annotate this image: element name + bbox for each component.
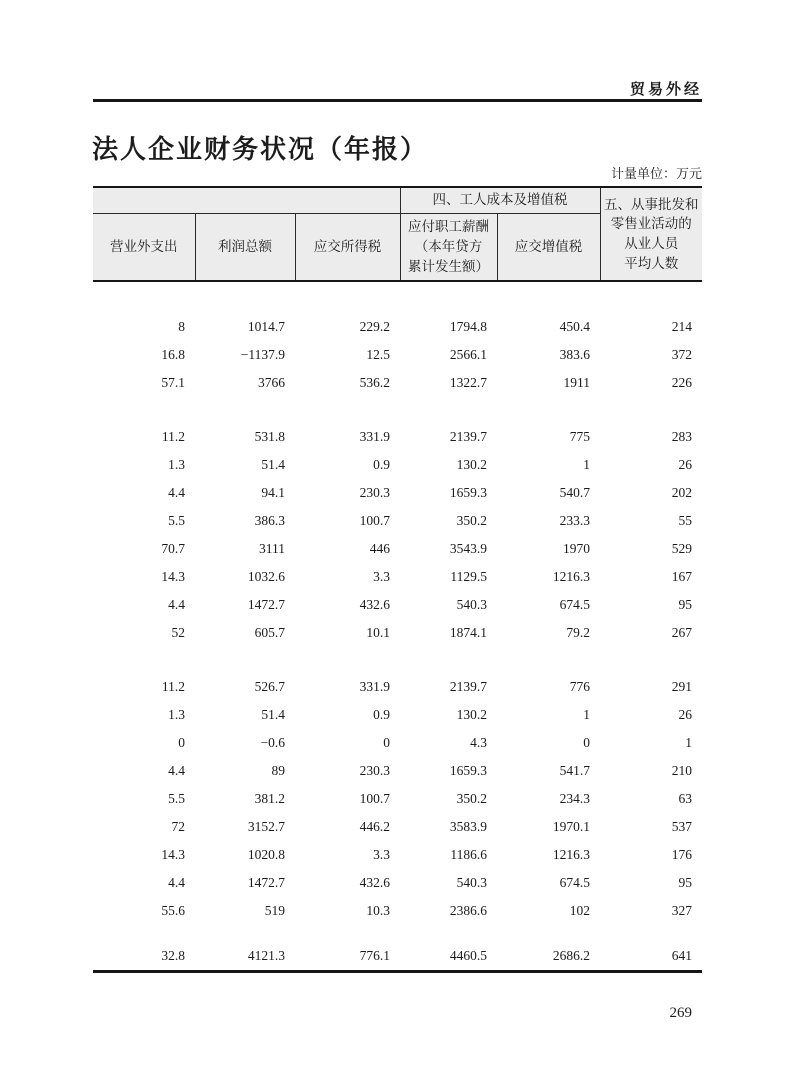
header-empty-strip [93, 187, 400, 213]
col-header-avg-employees: 五、从事批发和 零售业活动的 从业人员 平均人数 [600, 187, 702, 281]
table-cell: 540.3 [456, 597, 488, 612]
table-cell: 63 [678, 791, 693, 806]
table-cell: 26 [678, 707, 693, 722]
table-cell: 1970 [563, 541, 591, 556]
table-cell: 1970.1 [552, 819, 591, 834]
table-cell: 100.7 [359, 791, 391, 806]
table-cell: 176 [671, 847, 693, 862]
table-cell: 1874.1 [449, 625, 488, 640]
table-cell: 26 [678, 457, 693, 472]
table-cell: 11.2 [161, 679, 185, 694]
financial-status-table [93, 186, 702, 973]
table-cell: 94.1 [261, 485, 285, 500]
header-rule [93, 99, 702, 102]
table-cell: 167 [671, 569, 693, 584]
table-cell: 51.4 [261, 707, 285, 722]
table-cell: 2386.6 [449, 903, 488, 918]
table-cell: 1 [583, 707, 591, 722]
table-cell: 51.4 [261, 457, 285, 472]
table-cell: 226 [671, 375, 693, 390]
table-cell: 10.3 [366, 903, 391, 918]
table-cell: 776.1 [295, 943, 400, 971]
spacer-row [93, 647, 702, 673]
table-cell: 331.9 [359, 679, 391, 694]
table-cell: 4121.3 [195, 943, 295, 971]
table-cell: 0 [178, 735, 185, 750]
table-row [93, 757, 702, 785]
table-cell: 210 [671, 763, 693, 778]
table-cell: 4460.5 [400, 943, 497, 971]
table-cell: 0 [583, 735, 591, 750]
table-row [93, 563, 702, 591]
table-cell: 3111 [259, 541, 285, 556]
table-cell: 72 [171, 819, 185, 834]
table-cell: 3543.9 [449, 541, 488, 556]
table-row [93, 341, 702, 369]
table-cell: 2686.2 [497, 943, 600, 971]
col-header-total-profit: 利润总额 [195, 213, 295, 281]
table-cell: 537 [671, 819, 693, 834]
table-cell: 350.2 [456, 791, 488, 806]
table-row [93, 423, 702, 451]
table-cell: 529 [671, 541, 693, 556]
table-cell: 70.7 [161, 541, 185, 556]
col-header-non-operating-expense: 营业外支出 [93, 213, 195, 281]
table-cell: 519 [264, 903, 285, 918]
table-cell: 327 [671, 903, 693, 918]
table-cell: 5.5 [168, 791, 185, 806]
table-row [93, 673, 702, 701]
table-cell: 95 [678, 875, 693, 890]
table-row [93, 701, 702, 729]
table-cell: 2566.1 [449, 347, 488, 362]
table-cell: 541.7 [559, 763, 591, 778]
table-cell: 674.5 [559, 875, 591, 890]
table-row [93, 479, 702, 507]
table-cell: 4.4 [168, 485, 185, 500]
table-cell: 1032.6 [247, 569, 285, 584]
table-cell: 1 [685, 735, 693, 750]
spacer-row [93, 397, 702, 423]
table-cell: 100.7 [359, 513, 391, 528]
table-cell: 202 [671, 485, 693, 500]
table-cell: 4.3 [470, 735, 488, 750]
spacer-row [93, 281, 702, 313]
page-number: 269 [669, 1005, 692, 1021]
table-cell: 4.4 [168, 597, 185, 612]
table-cell: 432.6 [359, 597, 391, 612]
col-header-income-tax-payable: 应交所得税 [295, 213, 400, 281]
table-cell: 446 [369, 541, 391, 556]
table-header-group-row [93, 187, 702, 213]
table-cell: 230.3 [359, 763, 391, 778]
table-cell: 234.3 [559, 791, 591, 806]
table-cell: 11.2 [161, 429, 185, 444]
table-cell: 350.2 [456, 513, 488, 528]
table-cell: −0.6 [260, 735, 285, 750]
table-cell: 3766 [258, 375, 285, 390]
table-cell: 383.6 [559, 347, 591, 362]
table-cell: 1014.7 [247, 319, 285, 334]
table-cell: 102 [569, 903, 591, 918]
table-cell: 3583.9 [449, 819, 488, 834]
col-group-worker-cost-vat: 四、工人成本及增值税 [400, 187, 600, 213]
table-cell: 450.4 [559, 319, 591, 334]
table-cell: 14.3 [161, 847, 185, 862]
table-cell: 1472.7 [247, 597, 285, 612]
table-cell: 32.8 [93, 943, 195, 971]
table-cell: 531.8 [254, 429, 285, 444]
table-cell: 540.3 [456, 875, 488, 890]
table-cell: 283 [671, 429, 693, 444]
table-cell: 3.3 [373, 847, 391, 862]
table-cell: 1 [583, 457, 591, 472]
table-row [93, 313, 702, 341]
table-cell: 381.2 [254, 791, 285, 806]
table-cell: 1216.3 [552, 569, 591, 584]
table-row [93, 535, 702, 563]
table-cell: 526.7 [254, 679, 285, 694]
col-header-payroll: 应付职工薪酬 （本年贷方 累计发生额） [400, 213, 497, 281]
table-cell: 641 [600, 943, 702, 971]
table-cell: 446.2 [359, 819, 391, 834]
table-total-row [93, 943, 702, 971]
table-cell: 386.3 [254, 513, 285, 528]
table-row [93, 591, 702, 619]
table-cell: 95 [678, 597, 693, 612]
table-cell: 8 [178, 319, 185, 334]
table-cell: 130.2 [456, 457, 488, 472]
table-cell: 1322.7 [449, 375, 488, 390]
table-row [93, 507, 702, 535]
table-cell: 1659.3 [449, 485, 488, 500]
table-cell: 12.5 [366, 347, 391, 362]
table-cell: 4.4 [168, 763, 185, 778]
table-cell: 1472.7 [247, 875, 285, 890]
table-body [93, 281, 702, 971]
table-cell: 79.2 [566, 625, 591, 640]
table-cell: 2139.7 [449, 429, 488, 444]
table-cell: 1794.8 [449, 319, 488, 334]
table-row [93, 785, 702, 813]
table-header [93, 187, 702, 281]
table-cell: 540.7 [559, 485, 591, 500]
table-cell: 89 [271, 763, 285, 778]
table-cell: 0.9 [373, 707, 391, 722]
table-cell: 1020.8 [247, 847, 285, 862]
table-cell: 5.5 [168, 513, 185, 528]
table-cell: 0 [383, 735, 391, 750]
table-cell: 55 [678, 513, 693, 528]
table-row [93, 619, 702, 647]
table-cell: 1129.5 [450, 569, 488, 584]
table-row [93, 813, 702, 841]
table-cell: 291 [671, 679, 693, 694]
running-head: 贸易外经 [629, 82, 702, 98]
table-cell: 372 [671, 347, 693, 362]
table-cell: 130.2 [456, 707, 488, 722]
table-cell: 267 [671, 625, 693, 640]
table-cell: 1659.3 [449, 763, 488, 778]
table-row [93, 369, 702, 397]
table-cell: 233.3 [559, 513, 591, 528]
col-header-vat-payable: 应交增值税 [497, 213, 600, 281]
table-cell: 52 [171, 625, 185, 640]
table-cell: 57.1 [161, 375, 185, 390]
table-cell: 3.3 [373, 569, 391, 584]
table-cell: 1186.6 [450, 847, 488, 862]
table-cell: 230.3 [359, 485, 391, 500]
table-row [93, 729, 702, 757]
table-cell: −1137.9 [240, 347, 285, 362]
table-cell: 16.8 [161, 347, 185, 362]
table-cell: 331.9 [359, 429, 391, 444]
table-cell: 14.3 [161, 569, 185, 584]
table-cell: 10.1 [366, 625, 391, 640]
spacer-row [93, 925, 702, 943]
table-cell: 605.7 [254, 625, 285, 640]
table-cell: 2139.7 [449, 679, 488, 694]
table-row [93, 869, 702, 897]
table-cell: 775 [569, 429, 591, 444]
table-row [93, 841, 702, 869]
table-cell: 536.2 [359, 375, 391, 390]
table-cell: 3152.7 [247, 819, 285, 834]
table-cell: 55.6 [161, 903, 185, 918]
table-cell: 674.5 [559, 597, 591, 612]
table-cell: 1.3 [168, 457, 185, 472]
page-title: 法人企业财务状况（年报） [92, 135, 429, 164]
table-cell: 4.4 [168, 875, 185, 890]
unit-note: 计量单位：万元 [610, 166, 702, 181]
table-cell: 1.3 [168, 707, 185, 722]
table-cell: 1911 [563, 375, 591, 390]
table-cell: 432.6 [359, 875, 391, 890]
table-cell: 776 [569, 679, 591, 694]
table-row [93, 897, 702, 925]
table-row [93, 451, 702, 479]
table-cell: 214 [671, 319, 693, 334]
table-cell: 229.2 [359, 319, 391, 334]
table-cell: 1216.3 [552, 847, 591, 862]
table-cell: 0.9 [373, 457, 391, 472]
